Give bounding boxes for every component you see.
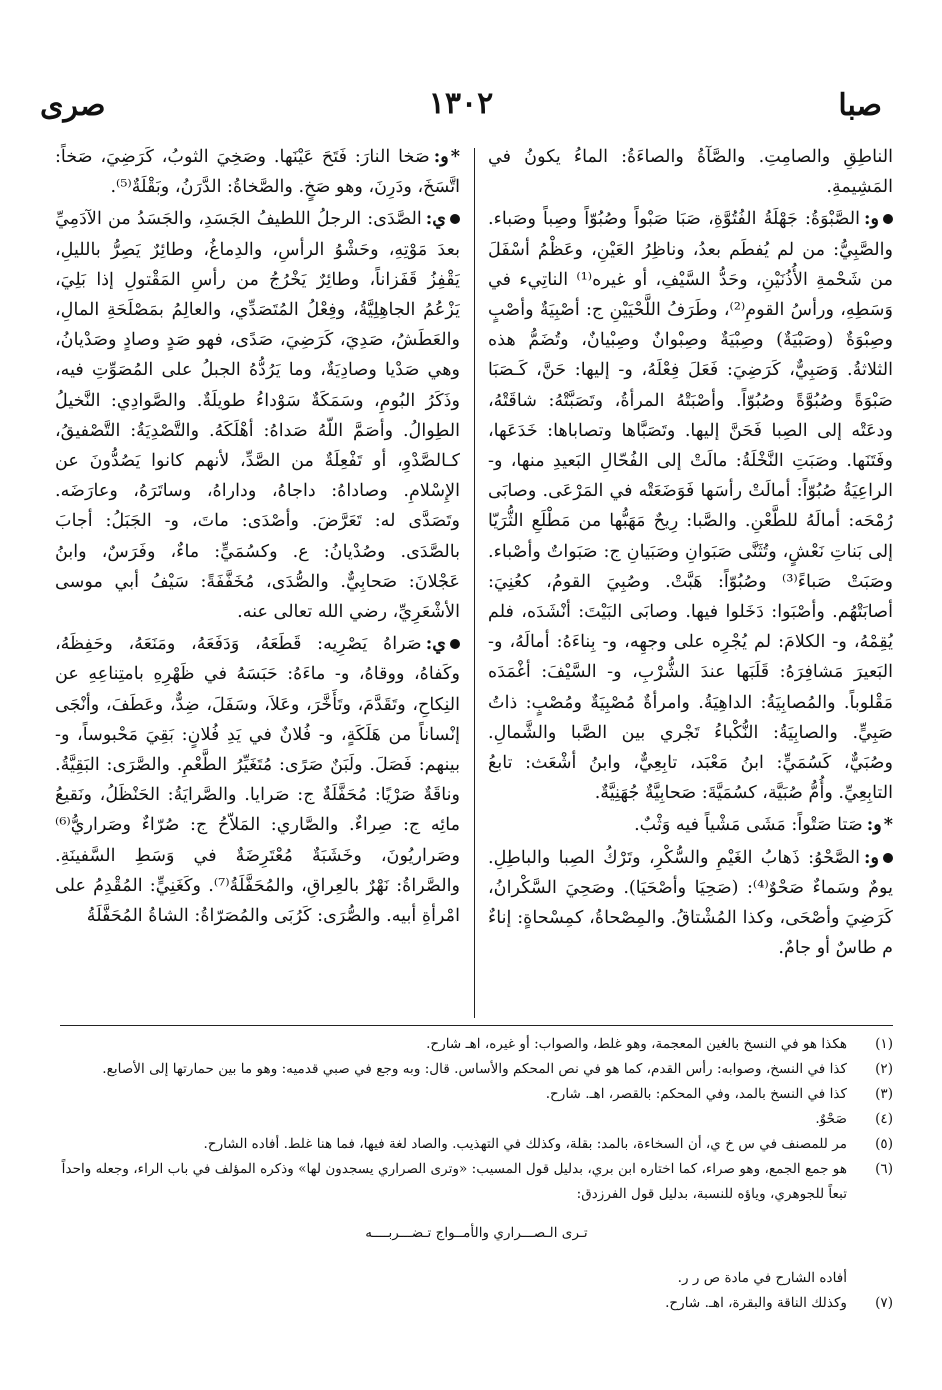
bullet-icon [450, 639, 460, 649]
entry-root-label: ي: [425, 208, 446, 230]
entry-root-label: و: [864, 208, 879, 230]
footnote-number: (٧) [875, 1295, 893, 1311]
header-entry-end: صرى [40, 88, 106, 123]
entry-paragraph [488, 142, 893, 202]
footnote-verse: تـرى الـصـــراري والأمــواج تـضـــربــــه [365, 1225, 588, 1241]
entry-paragraph [55, 142, 460, 202]
header-entry-start: صبا [838, 88, 882, 123]
footnote-number: (٦) [875, 1161, 893, 1177]
asterisk-icon: * [450, 146, 460, 167]
asterisk-icon: * [883, 814, 893, 836]
entry-root-label: و: [866, 814, 882, 836]
footnotes [60, 1032, 893, 1316]
footnote-number: (٥) [875, 1136, 893, 1152]
entry-paragraph [488, 810, 893, 840]
footnote-item [60, 1132, 893, 1157]
footnote-item [60, 1082, 893, 1107]
footnote-list [60, 1032, 893, 1207]
left-column [55, 142, 460, 1022]
footnote-item [60, 1107, 893, 1132]
footnote-number: (٤) [875, 1111, 893, 1127]
entry-paragraph [488, 843, 893, 964]
footnote-divider [60, 1025, 893, 1026]
footnote-number: (١) [875, 1036, 893, 1052]
bullet-icon [883, 214, 893, 224]
footnote-text: هو جمع الجمع، وهو صراء، كما اختاره ابن بري، بدليل قول المسيب: «وترى الصراري يسجدون لها» وذكره المؤلف في باب الراء، وجعله واحداً تبعاً للجوهري، وياؤه للنسبة، بدليل قول الفرزدق: [61, 1161, 847, 1202]
page-number: ١٣٠٢ [428, 86, 494, 121]
footnote-text: كذا في النسخ بالمد، وفي المحكم: بالقصر، اهـ. شارح. [545, 1086, 847, 1102]
footnote-text: هكذا هو في النسخ بالغين المعجمة، وهو غلط، والصواب: أو غيره، اهـ شارح. [426, 1036, 847, 1052]
footnote-verse-note: أفاده الشارح في مادة ص ر ر. [677, 1270, 847, 1286]
entry-text: صَتا صَتْواً: مَشَى مَشْياً فيه وَثْبٌ. [634, 815, 863, 836]
entry-paragraph [488, 204, 893, 808]
footnote-text: مر للمصنف في س خ ي، أن السخاءة، بالمد: بقلة، وكذلك في التهذيب. والصاد لغة فيها، فما هنا غلط. أفاده الشارح. [203, 1136, 847, 1152]
entry-paragraph [55, 204, 460, 627]
page-header [40, 88, 882, 122]
entry-text: الناطِقِ والصامِتِ. والصَّآةُ والصاءَةُ: الماءُ يكونُ في المَشِيمةِ. [488, 147, 893, 198]
entry-text: الصَّحْوُ: ذَهابُ الغَيْمِ والسُّكْرِ، وتَرْكُ الصِبا والباطِلِ. يومٌ وسَماءٌ صَحْوٌ⁽⁴⁾: (صَحِيَا وأصْحَيَا). وصَحِيَ السَّكْرانُ، كَرَضِيَ وأصْحَى، وكذا المُشْتاقُ. والمِصْحاةُ، كمِسْحاةٍ: إناءٌ م طاسٌ أو جامٌ. [488, 847, 893, 959]
entry-text: الصَّبْوَةُ: جَهْلَةُ الفُتُوَّةِ، صَبَا صَبْواً وصُبُوّاً وصِباً وصَباء. والصَّبِيُّ: من لم يُفطَم بعدُ، وناظِرُ العَيْنِ، وعَظْمُ أسْفَلَ من شَحْمةِ الأُذُنَيْنِ، وحَدُّ السَّيْفِ، أو غيره⁽¹⁾ الناتِيء في وَسَطِهِ، ورأسُ القومِ⁽²⁾، وطَرَفُ اللَّحْيَيْنِ ج: أصْبِيَةٌ وأصْبٍ وصِبْوَةٌ (وصَبْيَةٌ) وصِبْيَةٌ وصِبْوانٌ وصِبْيانٌ، وتُضَمُّ هذه الثلاثةُ. وَصَبِيٌّ، كَرَضِيَ: فَعَلَ فِعْلَهُ، و- إليها: حَنَّ، كَـصَبَا صَبْوَةً وصُبُوَّةً وصُبُوّاً. وأصْبَتْهُ المرأةُ، وتَصَبَّتْهُ: شاقَتْهُ، ودعَتْه إلى الصِبا فَحَنَّ إليها. وتَصَبَّاها وتصاباها: خَدَعَها، وفَتَنَها. وصَبَتِ النَّخْلَةُ: مالَتْ إلى الفُحّالِ البَعيدِ منها، و- الراعِيَةُ صُبُوّاً: أمالَتْ رأسَها فَوَضَعَتْه في المَرْعَى. وصابَى رُمْحَه: أمالَهُ للطَّعْنِ. والصَّبا: رِيحٌ مَهَبُّها من مَطْلَعِ الثُّرَيّا إلى بَناتِ نَعْشٍ، وتُثَنَّى صَبَوانِ وصَبَيانِ ج: صَبَواتٌ وأصْباء. وصَبَتْ صَباءً⁽³⁾ وصُبُوّاً: هَبَّتْ. وصُبِيَ القومُ، كعُنِيَ: أصابَتْهُم. وأصْبَوا: دَخَلوا فيها. وصابَى البَيْتَ: أنْشَدَه، فلم يُقِمْهُ، و- الكلامَ: لم يُجْرِه على وجهِه، و- بِناءَهُ: أمالَهُ، و- البَعيرَ مَشافِرَهُ: قَلَبَها عندَ الشُّرْبِ، و- السَّيْفَ: أغْمَدَه مَقْلوباً. والمُصابِيَةُ: الداهِيَةُ. وامرأةٌ مُصْبِيَةٌ ومُصْبٍ: ذاتُ صَبِيٍّ. والصابِيَةُ: النُّكْباءُ تَجْري بين الصَّبا والشَّمالِ. وصُبَيٌّ، كَسُمَيٍّ: ابنُ مَعْبَد، تابِعِيٌّ، وابنُ أشْعَث: تابعُ التابِعِيِّ. وأُمُّ صُبَيَّة، كسُمَيَّةَ: صَحابِيَّةٌ جُهَنِيَّةٌ. [488, 209, 893, 804]
bullet-icon [883, 853, 893, 863]
column-divider [474, 148, 475, 1018]
footnote-item [60, 1032, 893, 1057]
footnote-item [60, 1157, 893, 1207]
entry-paragraph [55, 629, 460, 931]
footnote-item [60, 1291, 893, 1316]
entry-text: صَراهُ يَصْرِيه: قَطَعَهُ، وَدَفَعَهُ، ومَنَعَهُ، وحَفِظَهُ، وكَفاهُ، ووقاهُ، و- ماءَهُ: حَبَسَهُ في ظَهْرِهِ بامتِناعِهِ عن النِكاحِ، وتَقَدَّمَ، وتَأَخَّرَ، وعَلاَ، وسَفَلَ، ضِدٌّ، وعَطَفَ، وأنْجَى إنْساناً من هَلَكَةٍ، و- فُلانٌ في يَدِ فُلانٍ: بَقِيَ مَحْبوساً، و- بينهم: فَصَلَ. ولَبَنٌ صَرًى: مُتَغَيِّرُ الطَّعْمِ. والصَّرَى: البَقِيَّةُ. وناقَةٌ صَرْيًا: مُحَفَّلَةٌ ج: صَرايا. والصَّرايَةُ: الحَنْظَلُ، ونَقيعُ مائِه ج: صِراءٌ. والصَّاري: المَلاّحُ ج: صُرّاءٌ وصَراريُّ⁽⁶⁾ وصَراريُونَ، وخَشَبَةٌ مُعْتَرِضَةٌ في وَسَطِ السَّفينَةِ. والصَّراةُ: نَهْرٌ بالعِراقِ، والمُحَفَّلَةُ⁽⁷⁾. وكَغَنِيٍّ: المُقْدِمُ على امْرأةِ أبيه. والصُّرَى: كَرُبَى والمُصَرّاةُ: الشاةُ المُحَفَّلَةُ [55, 634, 460, 927]
entry-root-label: و: [864, 846, 879, 868]
footnote-text: صَحْوٌ. [815, 1111, 847, 1127]
footnote-text: كذا في النسخ، وصوابه: رأس القدم، كما هو في نص المحكم والأساس. قال: وبه وجع في صبي قدميه: وهو ما بين حمارتها إلى الأصابع. [102, 1061, 847, 1077]
bullet-icon [450, 214, 460, 224]
entry-text: صَخا النارَ: فَتَحَ عَيْنَها. وصَخِيَ الثوبُ، كَرَضِيَ، صَخاً: اتَّسَخَ، ودَرِنَ، وهو صَخٍ. والصَّخاةُ: الدَّرَنُ، وبَقْلَةٌ⁽⁵⁾. [55, 147, 460, 198]
entry-text: الصَّدَى: الرجلُ اللطيفُ الجَسَدِ، والجَسَدُ من الآدَمِيِّ بعدَ مَوْتِهِ، وحَشْوُ الرأسِ، والدِماغُ، وطائِرٌ يَصِرُّ بالليلِ، يَقْفِزُ قَفَزاناً، وطائِرٌ يَخْرُجُ من رأسِ المَقْتولِ إذا بَلِيَ، يَزْعُمُ الجاهِلِيَّةُ، وفِعْلُ المُتَصَدِّي، والعالِمُ بمَصْلَحَةِ المالِ، والعَطَشُ، صَدِيَ، كَرَضِيَ، صَدًى، فهو صَدٍ وصادٍ وصَدْيانُ، وهي صَدْيا وصادِيَةٌ، وما يَرُدُّهُ الجبلُ على المُصَوِّتِ فيه، وذَكَرُ البُومِ، وسَمَكَةٌ سَوْداءُ طويلَةٌ. والصَّوادِي: النَّخيلُ الطِوالُ. وأصَمَّ اللّهُ صَداهُ: أهْلَكَهُ. والتَّصْدِيَةُ: التَّصْفيقُ، كـالصَّدْوِ، أو تَفْعِلَةٌ من الصَّدِّ، لأنهم كانوا يَصُدُّونَ عن الإِسْلامِ. وصاداهُ: داجاهُ، وداراهُ، وساتَرَهُ، وعارَضَه. وتَصَدَّى له: تَعَرَّضَ. وأصْدَى: ماتَ، و- الجَبَلُ: أجابَ بالصَّدَى. وصُدْيانُ: ع. وكسُمَيٍّ: ماءٌ، وفَرَسٌ، وابنُ عَجْلانَ: صَحابِيٌّ. والصُّدَى، مُخَفَّفَةً: سَيْفُ أبي موسى الأشْعَرِيِّ، رضي الله تعالى عنه. [55, 209, 460, 623]
right-column [488, 142, 893, 1022]
entry-root-label: ي: [425, 633, 446, 655]
footnote-item [60, 1057, 893, 1082]
footnote-number: (٢) [875, 1061, 893, 1077]
entry-root-label: و: [433, 146, 449, 167]
footnote-text: وكذلك الناقة والبقرة، اهـ. شارح. [665, 1295, 847, 1311]
footnote-number: (٣) [875, 1086, 893, 1102]
body-columns [55, 142, 893, 1022]
